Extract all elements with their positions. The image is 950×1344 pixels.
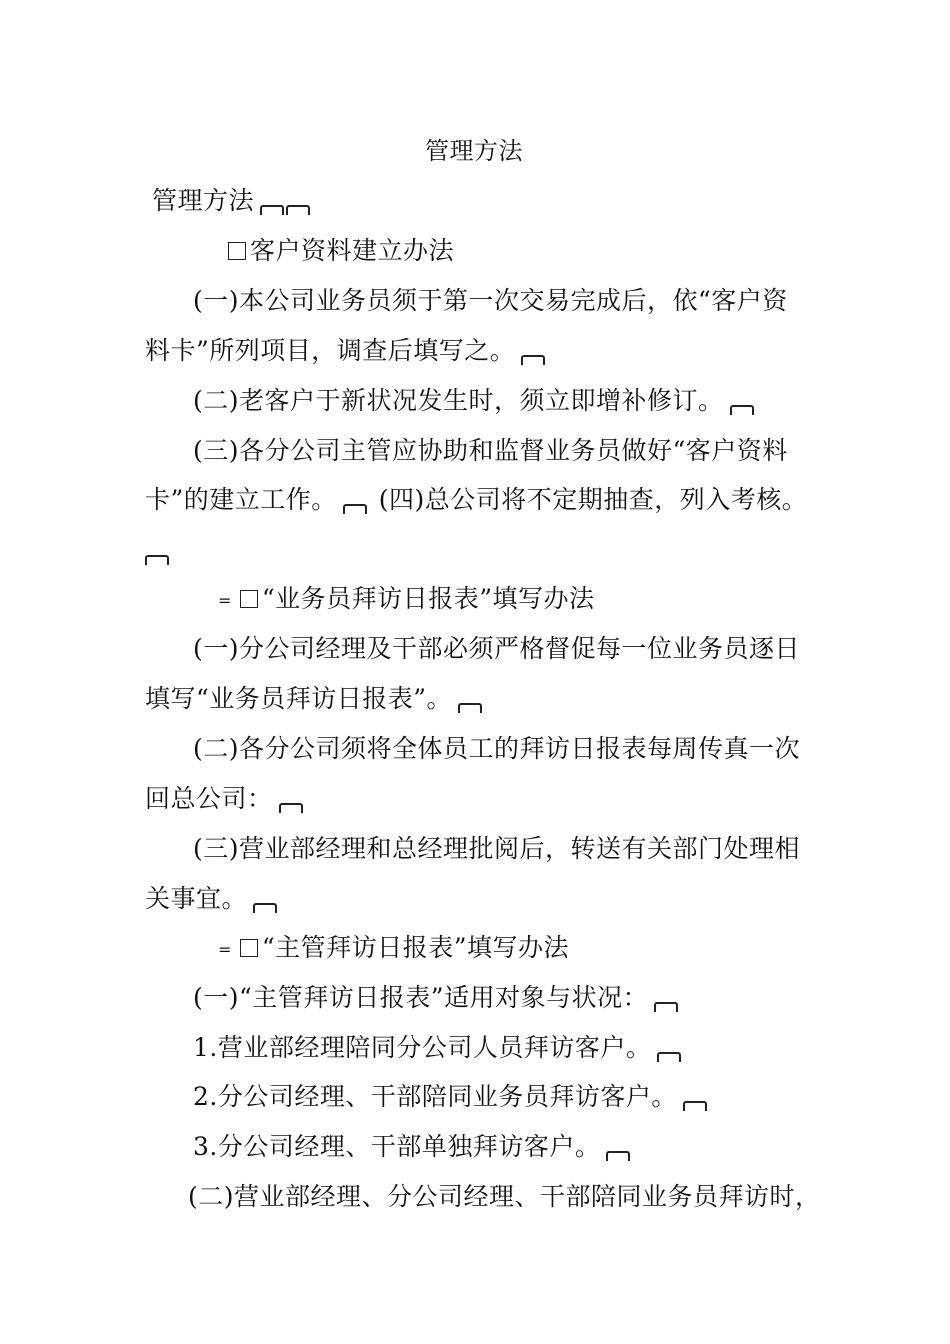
paragraph-mark-icon: [343, 504, 367, 514]
list-item: [193, 1033, 681, 1063]
paragraph-text: 料卡”所列项目，调查后填写之。: [145, 336, 516, 365]
doc-heading-text: 管理方法: [152, 186, 255, 215]
paragraph-mark-icon: [730, 405, 754, 415]
checkbox-square-icon: [240, 590, 258, 608]
doc-heading: [152, 186, 310, 216]
paragraph-text: (二)老客户于新状况发生时，须立即增补修订。: [193, 386, 724, 415]
paragraph-line: [145, 684, 482, 714]
paragraph-mark-icon: [286, 205, 310, 215]
paragraph-line: (三)各分公司主管应协助和监督业务员做好“客户资料: [193, 436, 788, 465]
paragraph-mark-icon: [683, 1101, 707, 1111]
paragraph-mark-icon: [521, 355, 545, 365]
section-heading-3-text: “主管拜访日报表”填写办法: [261, 933, 569, 962]
paragraph-line: [145, 784, 303, 814]
paragraph-line: [193, 386, 754, 416]
paragraph-mark-icon: [606, 1151, 630, 1161]
section-prefix: =: [218, 591, 232, 610]
paragraph-mark-icon: [657, 1052, 681, 1062]
section-prefix: =: [218, 940, 232, 959]
paragraph-text: (四)总公司将不定期抽查，列入考核。: [378, 485, 808, 514]
paragraph-line: [193, 983, 678, 1013]
paragraph-line: (二)营业部经理、分公司经理、干部陪同业务员拜访时，: [188, 1182, 821, 1211]
page-title: 管理方法: [425, 137, 523, 165]
paragraph-mark-icon: [654, 1002, 678, 1012]
paragraph-text: 填写“业务员拜访日报表”。: [145, 684, 453, 713]
paragraph-mark-icon: [260, 205, 284, 215]
checkbox-square-icon: [240, 939, 258, 957]
section-heading-3: [218, 933, 569, 965]
section-heading-2-text: “业务员拜访日报表”填写办法: [261, 584, 595, 613]
paragraph-line: (二)各分公司须将全体员工的拜访日报表每周传真一次: [193, 734, 801, 763]
paragraph-line: [145, 336, 545, 366]
paragraph-line: [145, 536, 169, 566]
paragraph-line: [145, 485, 807, 515]
list-item: [193, 1132, 630, 1162]
paragraph-line: (一)本公司业务员须于第一次交易完成后，依“客户资: [193, 286, 788, 315]
list-item: [193, 1082, 707, 1112]
paragraph-mark-icon: [253, 903, 277, 913]
paragraph-text: 回总公司：: [145, 784, 273, 813]
paragraph-text: 卡”的建立工作。: [145, 485, 337, 514]
paragraph-mark-icon: [458, 703, 482, 713]
paragraph-line: (三)营业部经理和总经理批阅后，转送有关部门处理相: [193, 834, 801, 863]
list-item-text: 2.分公司经理、干部陪同业务员拜访客户。: [193, 1082, 677, 1111]
section-heading-1: [228, 236, 454, 266]
paragraph-text: (一)“主管拜访日报表”适用对象与状况：: [193, 983, 649, 1012]
paragraph-text: 关事宜。: [145, 884, 248, 913]
list-item-text: 3.分公司经理、干部单独拜访客户。: [193, 1132, 601, 1161]
checkbox-square-icon: [228, 242, 246, 260]
section-heading-1-text: 客户资料建立办法: [250, 236, 455, 265]
paragraph-mark-icon: [279, 803, 303, 813]
paragraph-mark-icon: [145, 555, 169, 565]
paragraph-line: [145, 884, 277, 914]
list-item-text: 1.营业部经理陪同分公司人员拜访客户。: [193, 1033, 652, 1062]
paragraph-line: (一)分公司经理及干部必须严格督促每一位业务员逐日: [193, 634, 801, 663]
section-heading-2: [218, 584, 594, 616]
